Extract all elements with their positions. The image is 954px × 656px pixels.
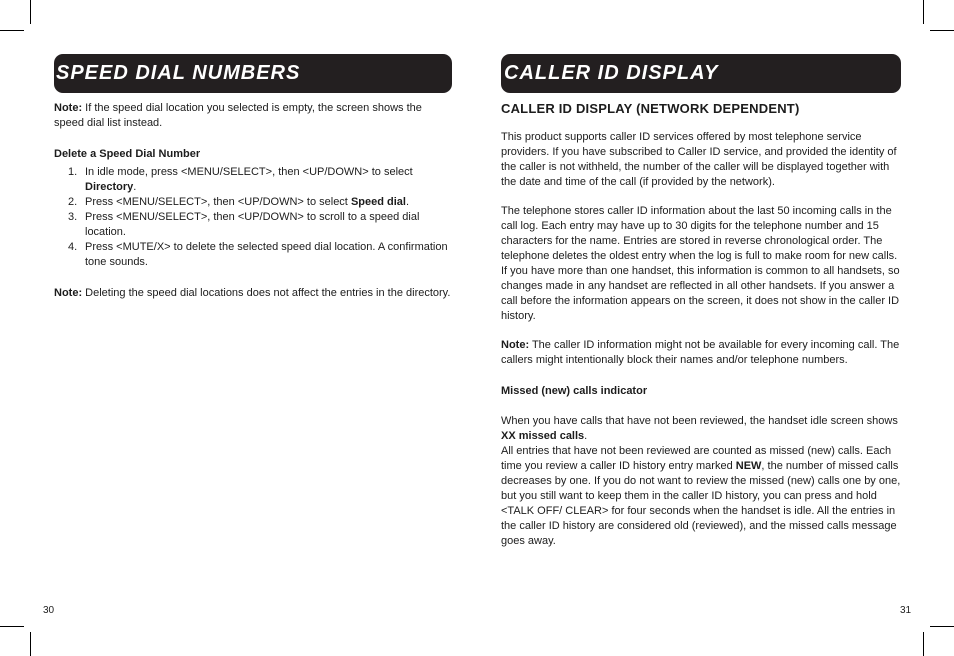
- steps-list: [54, 165, 452, 270]
- step-text: Press <MENU/SELECT>, then <UP/DOWN> to select: [85, 196, 351, 208]
- section-subtitle: CALLER ID DISPLAY (NETWORK DEPENDENT): [501, 101, 800, 116]
- note-label: Note:: [54, 102, 83, 114]
- right-page: [501, 54, 901, 549]
- step-number: 1.: [68, 166, 78, 178]
- note-label: Note:: [54, 287, 83, 299]
- delete-heading: Delete a Speed Dial Number: [54, 148, 201, 160]
- crop-mark: [30, 0, 31, 24]
- step-text-end: .: [133, 181, 137, 193]
- step-number: 3.: [68, 211, 78, 223]
- body-text: When you have calls that have not been reviewed, the handset idle screen shows: [501, 415, 898, 427]
- body-paragraph: The telephone stores caller ID information about the last 50 incoming calls in the call log. Each entry may have up to 30 digits for the telephone number and 15 characters for the name. Entries are stored in reverse chronological order. The telephone deletes the oldest entry when the log is full to make room for new calls. If you have more than one handset, this information is common to all handsets, so changes made in any handset are reflected in all other handsets. If you answer a call before the information appears on the screen, it does not show in the caller ID history.: [501, 205, 900, 322]
- crop-mark: [923, 0, 924, 24]
- body-bold: NEW: [735, 460, 762, 472]
- crop-mark: [923, 632, 924, 656]
- crop-mark: [30, 632, 31, 656]
- crop-mark: [930, 626, 954, 627]
- step-text: Press <MUTE/X> to delete the selected speed dial location. A confirmation tone sounds.: [85, 241, 448, 268]
- step-item: [54, 165, 452, 195]
- note-text: If the speed dial location you selected is empty, the screen shows the speed dial list instead.: [54, 102, 422, 129]
- step-number: 2.: [68, 196, 78, 208]
- body-paragraph: This product supports caller ID services offered by most telephone service providers. If you have subscribed to Caller ID service, and provided the identity of the caller is not withheld, the number of the caller will be displayed together with the date and time of the call (if provided by the network).: [501, 131, 897, 188]
- page-number-left: 30: [43, 605, 55, 616]
- step-bold: Speed dial: [350, 196, 406, 208]
- body-text-end: , the number of missed calls decreases by one. If you do not want to review the missed (new) calls one by one, but you still want to keep them in the caller ID history, you can press and hold <TALK OFF/ CLEAR> for four seconds when the handset is idle. All the entries in the caller ID history are considered old (reviewed), and the missed calls message goes away.: [501, 460, 901, 547]
- step-number: 4.: [68, 241, 78, 253]
- step-text: Press <MENU/SELECT>, then <UP/DOWN> to scroll to a speed dial location.: [85, 211, 420, 238]
- note-paragraph: [54, 101, 452, 131]
- note-text: The caller ID information might not be available for every incoming call. The callers might intentionally block their names and/or telephone numbers.: [501, 339, 900, 366]
- note-paragraph: [501, 338, 901, 368]
- section-title: CALLER ID DISPLAY: [504, 62, 719, 84]
- section-banner-caller-id: [501, 54, 901, 93]
- step-item: [54, 210, 452, 240]
- section-title: SPEED DIAL NUMBERS: [56, 62, 301, 84]
- step-bold: Directory: [85, 181, 134, 193]
- note-paragraph: [54, 286, 452, 301]
- body-bold: XX missed calls: [501, 430, 585, 442]
- crop-mark: [0, 626, 24, 627]
- page-number-right: 31: [900, 605, 912, 616]
- crop-mark: [0, 30, 24, 31]
- note-text: Deleting the speed dial locations does not affect the entries in the directory.: [82, 287, 451, 299]
- note-label: Note:: [501, 339, 530, 351]
- step-text-end: .: [405, 196, 410, 208]
- body-paragraph: [501, 414, 901, 444]
- body-text: All entries that have not been reviewed are counted as missed (new) calls. Each time you review a caller ID history entry marked: [501, 445, 892, 472]
- body-paragraph: [501, 444, 901, 549]
- crop-mark: [930, 30, 954, 31]
- missed-calls-heading: Missed (new) calls indicator: [501, 385, 648, 397]
- left-page: [54, 54, 452, 301]
- body-text-end: .: [584, 430, 588, 442]
- step-item: [54, 195, 452, 210]
- step-text: In idle mode, press <MENU/SELECT>, then <UP/DOWN> to select: [85, 166, 413, 178]
- section-banner-speed-dial: [54, 54, 452, 93]
- step-item: [54, 240, 452, 270]
